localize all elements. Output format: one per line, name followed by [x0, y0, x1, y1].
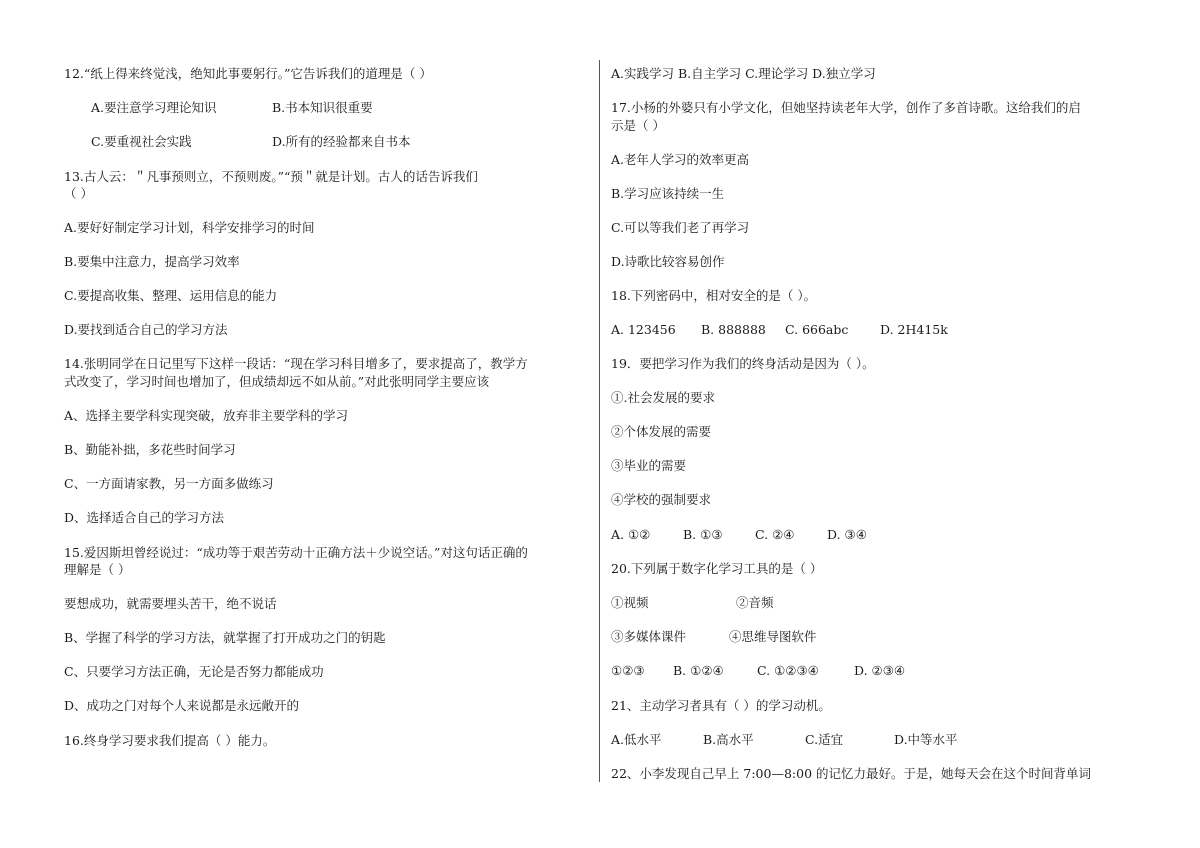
q19-item-3: ③毕业的需要: [611, 458, 687, 473]
q18-option-c: C. 666abc: [785, 322, 849, 337]
q21-option-c: C.适宜: [805, 732, 844, 747]
q12-option-c: C.要重视社会实践: [91, 134, 192, 149]
q18-option-a: A. 123456: [611, 322, 676, 337]
q13-option-c: C.要提高收集、整理、运用信息的能力: [64, 288, 278, 303]
q19-option-d: D. ③④: [827, 527, 867, 542]
q20-stem: 20.下列属于数字化学习工具的是（ ）: [611, 561, 823, 576]
q22-stem: 22、小李发现自己早上 7:00—8:00 的记忆力最好。于是，她每天会在这个时间背单词: [611, 766, 1091, 781]
q14-option-c: C、一方面请家教，另一方面多做练习: [64, 476, 274, 491]
q19-option-b: B. ①③: [683, 527, 723, 542]
q18-stem: 18.下列密码中，相对安全的是（ ）。: [611, 288, 817, 303]
q20-item-3: ③多媒体课件: [611, 629, 687, 644]
q13-stem-line1: 13.古人云：＂凡事预则立，不预则废。”“预＂就是计划。古人的话告诉我们: [64, 169, 478, 184]
q19-item-1: ①.社会发展的要求: [611, 390, 715, 405]
left-column: [64, 0, 586, 848]
q13-stem-line2: （ ）: [64, 186, 93, 201]
q18-option-b: B. 888888: [701, 322, 766, 337]
q16-options: A.实践学习 B.自主学习 C.理论学习 D.独立学习: [611, 66, 876, 81]
q14-option-d: D、选择适合自己的学习方法: [64, 510, 225, 525]
q12-option-a: A.要注意学习理论知识: [91, 100, 217, 115]
q19-item-2: ②个体发展的需要: [611, 424, 712, 439]
q20-option-b: B. ①②④: [673, 663, 724, 678]
q13-option-a: A.要好好制定学习计划，科学安排学习的时间: [64, 220, 315, 235]
q20-option-d: D. ②③④: [854, 663, 906, 678]
q16-stem: 16.终身学习要求我们提高（ ）能力。: [64, 733, 276, 748]
q12-option-d: D.所有的经验都来自书本: [272, 134, 411, 149]
q17-stem-line1: 17.小杨的外婆只有小学文化，但她坚持读老年大学，创作了多首诗歌。这给我们的启: [611, 100, 1081, 115]
q15-option-c: C、只要学习方法正确，无论是否努力都能成功: [64, 664, 324, 679]
q17-option-d: D.诗歌比较容易创作: [611, 254, 725, 269]
right-column: [611, 0, 1141, 848]
q20-item-1: ①视频: [611, 595, 649, 610]
q13-option-b: B.要集中注意力，提高学习效率: [64, 254, 240, 269]
q21-option-a: A.低水平: [611, 732, 662, 747]
q18-option-d: D. 2H415k: [880, 322, 948, 337]
q15-option-d: D、成功之门对每个人来说都是永远敞开的: [64, 698, 300, 713]
q19-option-a: A. ①②: [611, 527, 651, 542]
q21-option-b: B.高水平: [703, 732, 754, 747]
q14-option-b: B、勤能补拙，多花些时间学习: [64, 442, 236, 457]
q21-stem: 21、主动学习者具有（ ）的学习动机。: [611, 698, 831, 713]
q15-option-b: B、学握了科学的学习方法，就掌握了打开成功之门的钥匙: [64, 630, 386, 645]
q13-option-d: D.要找到适合自己的学习方法: [64, 322, 228, 337]
q14-option-a: A、选择主要学科实现突破，放弃非主要学科的学习: [64, 408, 349, 423]
q20-option-c: C. ①②③④: [757, 663, 819, 678]
q19-stem: 19．要把学习作为我们的终身活动是因为（ ）。: [611, 356, 875, 371]
q14-stem-line2: 式改变了，学习时间也增加了，但成绩却远不如从前。”对此张明同学主要应该: [64, 374, 490, 389]
q19-item-4: ④学校的强制要求: [611, 492, 712, 507]
q17-stem-line2: 示是（ ）: [611, 118, 665, 133]
q14-stem-line1: 14.张明同学在日记里写下这样一段话：“现在学习科目增多了，要求提高了，教学方: [64, 356, 528, 371]
q12-option-b: B.书本知识很重要: [272, 100, 373, 115]
q15-stem-line2: 理解是（ ）: [64, 562, 131, 577]
q20-option-a: ①②③: [611, 663, 645, 678]
q21-option-d: D.中等水平: [894, 732, 958, 747]
q15-option-a: 要想成功，就需要埋头苦干，绝不说话: [64, 596, 277, 611]
q20-item-4: ④思维导图软件: [729, 629, 817, 644]
q12-stem: 12.“纸上得来终觉浅，绝知此事要躬行。”它告诉我们的道理是（ ）: [64, 66, 432, 81]
q17-option-a: A.老年人学习的效率更高: [611, 152, 750, 167]
column-divider: [599, 60, 600, 782]
q15-stem-line1: 15.爱因斯坦曾经说过：“成功等于艰苦劳动十正确方法＋少说空话。”对这句话正确的: [64, 545, 528, 560]
q20-item-2: ②音频: [736, 595, 774, 610]
q17-option-b: B.学习应该持续一生: [611, 186, 725, 201]
q19-option-c: C. ②④: [755, 527, 795, 542]
q17-option-c: C.可以等我们老了再学习: [611, 220, 750, 235]
